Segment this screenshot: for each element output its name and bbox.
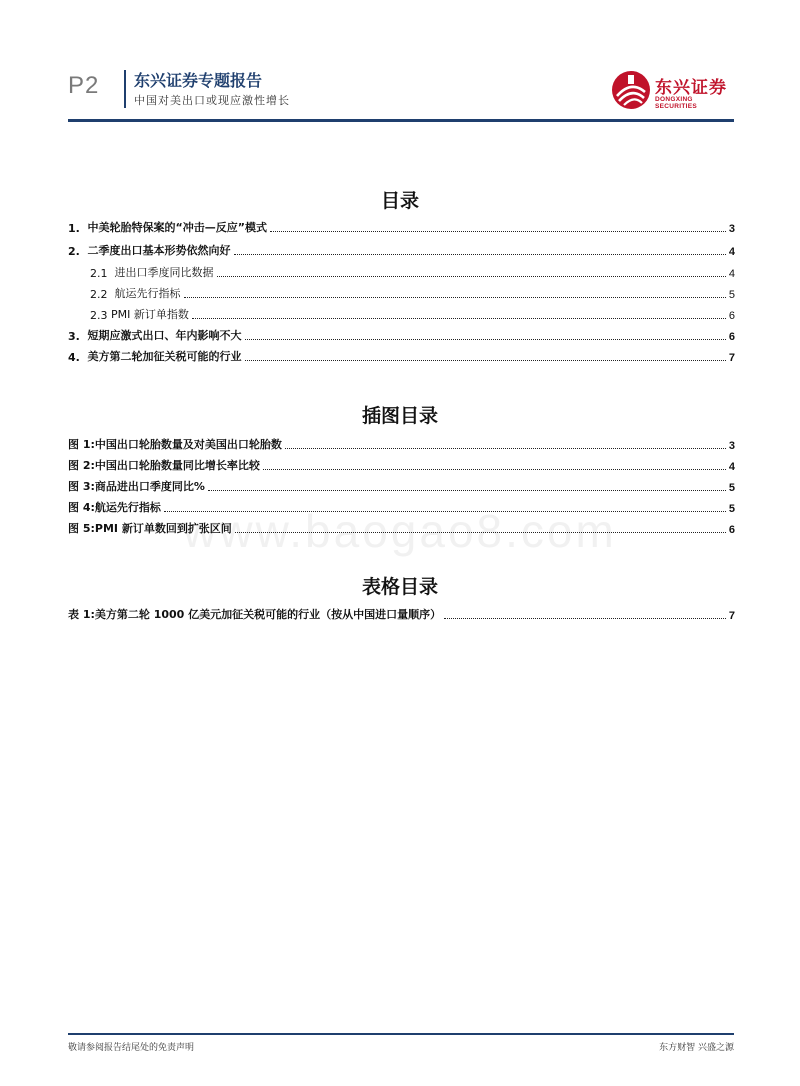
- dot-leader: [235, 531, 726, 533]
- report-subtitle: 中国对美出口或现应激性增长: [134, 94, 290, 107]
- figure-entry-1[interactable]: [68, 436, 735, 452]
- logo-chinese-name: 东兴证券: [655, 78, 727, 98]
- dot-leader: [285, 447, 726, 449]
- toc-entry-page: 4: [728, 268, 735, 280]
- header-rule: [68, 119, 734, 122]
- toc-entry-2[interactable]: [68, 242, 735, 258]
- dot-leader: [245, 338, 726, 340]
- figure-entry-5[interactable]: [68, 520, 735, 536]
- toc-entry-page: 6: [728, 310, 735, 322]
- dot-leader: [245, 359, 726, 361]
- figure-entry-2[interactable]: [68, 457, 735, 473]
- toc-entry-2-2[interactable]: [90, 285, 735, 301]
- toc-entry-3[interactable]: [68, 327, 735, 343]
- figure-entry-page: 3: [728, 440, 735, 452]
- watermark: www.baogao8.com: [183, 505, 617, 557]
- toc-entry-label: 中美轮胎特保案的“冲击—反应”模式: [87, 221, 267, 234]
- logo-mark-icon: [611, 70, 651, 110]
- toc-entry-number: 4.: [68, 351, 88, 364]
- table-entry-label: 表 1:美方第二轮 1000 亿美元加征关税可能的行业（按从中国进口量顺序）: [68, 608, 442, 621]
- toc-entry-label: 航运先行指标: [114, 287, 181, 300]
- toc-entry-label: 美方第二轮加征关税可能的行业: [87, 350, 242, 363]
- figure-entry-page: 6: [728, 524, 735, 536]
- toc-entry-page: 6: [728, 331, 735, 343]
- dot-leader: [217, 275, 726, 277]
- toc-entry-1[interactable]: [68, 219, 735, 235]
- dot-leader: [164, 510, 726, 512]
- dot-leader: [234, 253, 726, 255]
- disclaimer-note: 敬请参阅报告结尾处的免责声明: [68, 1043, 195, 1053]
- figures-title: 插图目录: [361, 405, 438, 427]
- footer-rule: [68, 1033, 734, 1035]
- figure-entry-label: 图 4:航运先行指标: [68, 501, 161, 514]
- dot-leader: [270, 230, 726, 232]
- toc-entry-number: 1.: [68, 222, 88, 235]
- figure-entry-label: 图 5:PMI 新订单数回到扩张区间: [68, 522, 232, 535]
- toc-entry-label: 短期应激式出口、年内影响不大: [87, 329, 242, 342]
- dot-leader: [263, 468, 726, 470]
- page-number: P2: [68, 72, 100, 99]
- company-logo: [611, 70, 735, 110]
- toc-entry-label: 进出口季度同比数据: [114, 266, 214, 279]
- table-entry-1[interactable]: [68, 606, 735, 622]
- header-vertical-divider: [124, 70, 126, 108]
- toc-entry-4[interactable]: [68, 348, 735, 364]
- toc-entry-number: 2.1: [90, 267, 115, 280]
- figure-entry-label: 图 1:中国出口轮胎数量及对美国出口轮胎数: [68, 438, 282, 451]
- toc-entry-2-3[interactable]: [90, 306, 735, 322]
- tables-title: 表格目录: [361, 576, 438, 598]
- figure-entry-label: 图 2:中国出口轮胎数量同比增长率比较: [68, 459, 260, 472]
- toc-entry-number: 2.2: [90, 288, 115, 301]
- figure-entry-page: 4: [728, 461, 735, 473]
- table-entry-page: 7: [728, 610, 735, 622]
- dot-leader: [444, 617, 726, 619]
- figure-entry-label: 图 3:商品进出口季度同比%: [68, 480, 205, 493]
- toc-entry-page: 4: [728, 246, 735, 258]
- toc-entry-page: 7: [728, 352, 735, 364]
- company-slogan: 东方财智 兴盛之源: [659, 1043, 734, 1053]
- toc-entry-number: 2.3: [90, 309, 111, 322]
- dot-leader: [192, 317, 726, 319]
- dot-leader: [184, 296, 726, 298]
- brand-title: 东兴证券专题报告: [134, 71, 263, 90]
- dot-leader: [208, 489, 726, 491]
- toc-entry-2-1[interactable]: [90, 264, 735, 280]
- figure-entry-page: 5: [728, 503, 735, 515]
- toc-entry-page: 3: [728, 223, 735, 235]
- toc-entry-number: 2.: [68, 245, 88, 258]
- figure-entry-3[interactable]: [68, 478, 735, 494]
- figure-entry-4[interactable]: [68, 499, 735, 515]
- figure-entry-page: 5: [728, 482, 735, 494]
- toc-entry-number: 3.: [68, 330, 88, 343]
- toc-entry-label: 二季度出口基本形势依然向好: [87, 244, 231, 257]
- toc-entry-label: PMI 新订单指数: [111, 308, 189, 321]
- toc-title: 目录: [380, 190, 419, 212]
- toc-entry-page: 5: [728, 289, 735, 301]
- logo-english-name: DONGXING SECURITIES: [655, 96, 698, 110]
